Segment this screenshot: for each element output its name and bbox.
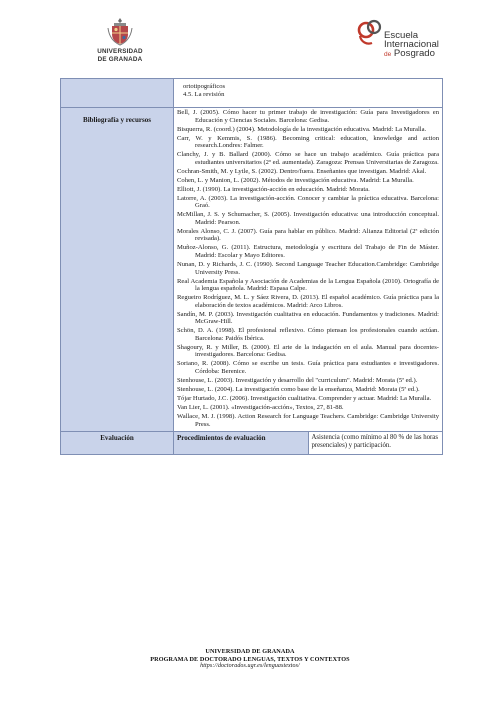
bibliografia-row: [61, 108, 443, 432]
reference-item: Carr, W. y Kemmis, S. (1986). Becoming critical: education, knowledge and action research.Londres: Falmer.: [177, 134, 439, 150]
procedimientos-label: Procedimientos de evaluación: [174, 431, 309, 454]
top-row: [61, 79, 443, 108]
ugr-name: [85, 48, 155, 63]
reference-item: Cochran-Smith, M. y Lytle, S. (2002). Dentro/fuera. Enseñantes que investigan. Madrid: Akal.: [177, 167, 427, 175]
reference-item: Real Academia Española y Asociación de Academias de la Lengua Española (2010). Ortografía de la lengua española. Madrid: Espasa Calpe.: [177, 277, 439, 293]
asistencia-text: Asistencia (como mínimo al 80 % de las horas presenciales) y participación.: [308, 431, 443, 454]
reference-item: Sandín, M. P. (2003). Investigación cualitativa en educación. Fundamentos y tradiciones. Madrid: McGraw-Hill.: [177, 310, 439, 326]
page-header: [0, 0, 500, 78]
evaluacion-label: Evaluación: [61, 431, 174, 454]
reference-item: Bell, J. (2005). Cómo hacer tu primer trabajo de investigación: Guía para Investigadores en Educación y Ciencias Sociales. Barcelona: Gedisa.: [177, 109, 439, 124]
reference-item: Wallace, M. J. (1998). Action Research for Language Teachers. Cambridge: Cambridge University Press.: [177, 412, 439, 428]
eip-text: [384, 31, 439, 59]
ugr-name-line2: DE GRANADA: [97, 55, 143, 63]
eip-line2: Internacional: [384, 39, 439, 50]
reference-item: Stenhouse, L. (2004). La investigación como base de la enseñanza, Madrid: Morata (5ª ed.).: [177, 386, 420, 394]
eip-line3: [384, 49, 439, 59]
page-footer: [0, 648, 500, 671]
eip-line3-word: Posgrado: [393, 48, 435, 59]
eip-logo: [356, 18, 446, 64]
eip-mark-icon: [356, 18, 386, 48]
ugr-name-line1: UNIVERSIDAD: [97, 48, 143, 55]
reference-item: Clanchy, J. y B. Ballard (2000). Cómo se hace un trabajo académico. Guía práctica para estudiantes universitarios (2º ed. aumentada). Zaragoza: Prensas Universitarias de Zaragoza.: [177, 151, 439, 166]
bibliografia-body: [174, 108, 443, 432]
main-table: [60, 78, 443, 455]
reference-item: Soriano, R. (2008). Cómo se escribe un tesis. Guía práctica para estudiantes e investigadores. Córdoba: Berenice.: [177, 360, 439, 376]
reference-item: Elliott, J. (1990). La investigación-acción en educación. Madrid: Morata.: [177, 185, 370, 193]
reference-item: Van Lier, L. (2001). «Investigación-acción», Textos, 27, 81-88.: [177, 403, 344, 411]
top-line: 4.5. La revisión: [183, 90, 225, 98]
top-row-label: [61, 79, 174, 108]
ugr-crest-icon: [105, 16, 135, 46]
eip-line1: Escuela: [384, 30, 419, 41]
reference-item: Cohen, L. y Manion, L. (2002). Métodos de investigación educativa. Madrid: La Muralla.: [177, 176, 414, 184]
reference-item: Muñoz-Alonso, G. (2011). Estructura, metodología y escritura del Trabajo de Fin de Máster. Madrid: Escolar y Mayo Editores.: [177, 244, 439, 259]
reference-item: Morales Alonso, C. J. (2007). Guía para hablar en público. Madrid: Alianza Editorial (2ª edición revisada).: [177, 227, 439, 243]
footer-program: PROGRAMA DE DOCTORADO LENGUAS, TEXTOS Y CONTEXTOS: [150, 655, 350, 663]
reference-item: Nunan, D. y Richards, J. C. (1990). Second Language Teacher Education.Cambridge: Cambridge University Press.: [177, 260, 439, 276]
reference-item: Tójar Hurtado, J.C. (2006). Investigación cualitativa. Comprender y actuar. Madrid: La Muralla.: [177, 395, 432, 402]
bibliografia-label: Bibliografía y recursos: [61, 108, 174, 432]
reference-list: [177, 109, 439, 428]
reference-item: Shagoury, R. y Miller, B. (2000). El arte de la indagación en el aula. Manual para docentes-investigadores. Barcelona: Gedisa.: [177, 343, 439, 359]
evaluacion-row: [61, 431, 443, 454]
course-table: [60, 78, 443, 455]
reference-item: Latorre, A. (2003). La investigación-acción. Conocer y cambiar la práctica educativa. Barcelona: Graó.: [177, 194, 439, 210]
reference-item: Regueiro Rodríguez, M. L. y Sáez Rivera, D. (2013). El español académico. Guía práctica para la elaboración de textos académicos. Madrid: Arco Libros.: [177, 294, 439, 309]
top-row-body: [174, 79, 443, 108]
eip-line3-prefix: de: [384, 51, 392, 58]
ugr-logo: [85, 16, 155, 63]
reference-item: Stenhouse, L. (2003). Investigación y desarrollo del "curriculum". Madrid: Morata (5ª ed.).: [177, 377, 418, 385]
reference-item: Bisquerra, R. (coord.) (2004). Metodología de la investigación educativa. Madrid: La Muralla.: [177, 125, 427, 133]
reference-item: McMillan, J. S. y Schumacher, S. (2005). Investigación educativa: una introducción conceptual. Madrid: Pearson.: [177, 211, 439, 226]
reference-item: Schön, D. A. (1998). El profesional reflexivo. Cómo piensan los profesionales cuando actúan. Barcelona: Paidós Ibérica.: [177, 327, 439, 342]
top-line: ortotipográficos: [183, 83, 226, 90]
footer-url[interactable]: https://doctorados.ugr.es/lenguastextos/: [200, 663, 300, 670]
footer-university: UNIVERSIDAD DE GRANADA: [205, 648, 295, 655]
